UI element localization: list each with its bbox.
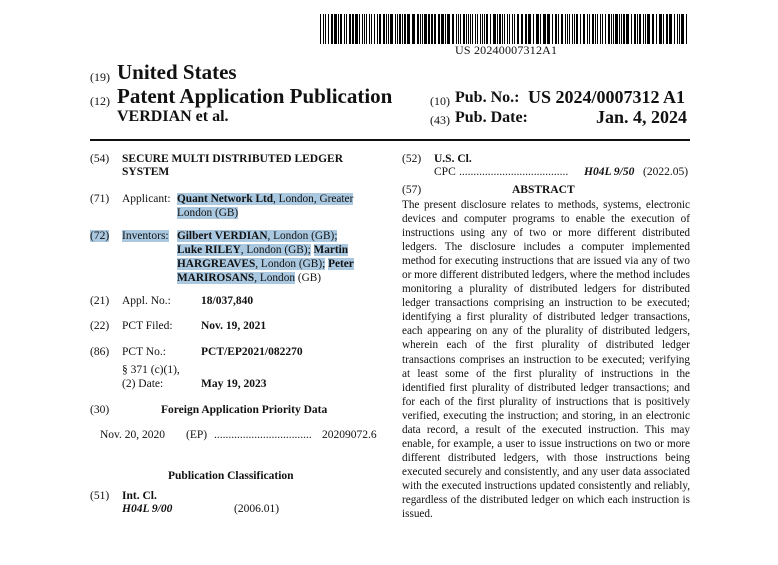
pub-no: US 2024/0007312 A1	[528, 87, 686, 107]
inventor-3-location: , London (GB);	[255, 258, 326, 270]
code-43: (43)	[430, 113, 450, 127]
inventor-4-location: , London	[254, 272, 295, 284]
foreign-title: Foreign Application Priority Data	[161, 404, 328, 416]
applicant-line-1	[177, 192, 353, 207]
s371-line-2: (2) Date:	[122, 378, 164, 390]
foreign-leader-dots: ..................................	[214, 429, 312, 441]
inventor-2-name: Luke RILEY	[177, 244, 241, 256]
inventors-line-4	[177, 271, 321, 286]
appl-number: 18/037,840	[201, 295, 254, 307]
header-rule	[90, 139, 690, 141]
pct-no-label: PCT No.:	[122, 346, 166, 358]
uscl-code: (52)	[402, 153, 422, 165]
foreign-number: 20209072.6	[322, 429, 377, 441]
cpc-year: (2022.05)	[643, 166, 689, 178]
inventors-line-3	[177, 257, 354, 272]
inventors-line-2	[177, 243, 348, 258]
title-line-1: SECURE MULTI DISTRIBUTED LEDGER	[122, 153, 344, 165]
abstract-text: The present disclosure relates to methods, systems, electronic devices and computer programs to enable the execution of instructions using any of two or more different distributed ledgers. The disclosure includes a computer implemented method for executing instructions that are issued via any of two or more different distributed ledgers, where the method includes monitoring a plurality of distributed ledgers for distributed ledger transactions comprising an instruction to be executed; identifying a first plurality of distributed ledger transactions, each appearing on any of the plurality of distributed ledgers, wherein each of the first plurality of distributed ledger transactions comprises an instruction to be executed; verifying at least some of the first plurality of instructions in the identified first plurality of distributed ledger transactions; and for each of the first plurality of instructions that is positively verified, executing the instruction; and storing, in an electronic data record, a result of the executed instruction. This may enable, for example, a user to issue instructions on two or more different distributed ledgers, with those instructions being executed securely and consistently, and any user data associated with the executed instructions updated consistently and reliably, regardless of the distributed ledger on which each instruction is issued.	[402, 199, 690, 521]
foreign-code: (30)	[90, 404, 110, 416]
appl-label: Appl. No.:	[122, 295, 171, 307]
code-12: (12)	[90, 94, 110, 108]
inventor-1-location: , London (GB);	[267, 230, 338, 242]
barcode	[320, 14, 690, 44]
inventor-4-name-a: Peter	[328, 258, 354, 270]
intcl-code: (51)	[90, 490, 110, 502]
country: United States	[117, 60, 237, 84]
inventor-2-location: , London (GB);	[240, 244, 311, 256]
appl-code: (21)	[90, 295, 110, 307]
applicant-line-2	[177, 206, 238, 221]
foreign-date: Nov. 20, 2020	[100, 429, 166, 441]
pct-filed-label: PCT Filed:	[122, 320, 173, 332]
s371-line-1: § 371 (c)(1),	[122, 364, 180, 376]
inventor-4-country: (GB)	[295, 272, 322, 284]
applicant-label: Applicant:	[122, 193, 171, 205]
foreign-country: (EP)	[186, 429, 208, 441]
applicant-code: (71)	[90, 193, 110, 205]
pub-no-label: Pub. No.:	[455, 89, 520, 106]
title-code: (54)	[90, 153, 110, 165]
inventor-short: VERDIAN et al.	[117, 108, 229, 125]
cpc-class: H04L 9/50	[584, 166, 635, 178]
pct-number: PCT/EP2021/082270	[201, 346, 303, 358]
inventor-3-name-a: Martin	[313, 244, 349, 256]
inventors-line-1	[177, 229, 337, 244]
applicant-location-2: London (GB)	[177, 207, 239, 219]
pct-filed-code: (22)	[90, 320, 110, 332]
code-19: (19)	[90, 70, 110, 84]
abstract-title: ABSTRACT	[512, 184, 575, 196]
inventors-code: (72)	[90, 230, 110, 242]
inventor-1-name: Gilbert VERDIAN	[177, 230, 268, 242]
intcl-label: Int. Cl.	[122, 490, 157, 502]
code-10: (10)	[430, 94, 450, 108]
cpc-label: CPC	[434, 166, 456, 178]
applicant-location-1: , London, Greater	[273, 193, 354, 205]
document-type: Patent Application Publication	[117, 84, 393, 108]
pct-no-code: (86)	[90, 346, 110, 358]
s371-date: May 19, 2023	[201, 378, 267, 390]
title-line-2: SYSTEM	[122, 166, 170, 178]
pub-date-label: Pub. Date:	[455, 109, 528, 126]
inventor-4-name-b: MARIROSANS	[177, 272, 255, 284]
pub-date: Jan. 4, 2024	[596, 107, 688, 127]
applicant-name: Quant Network Ltd	[177, 193, 274, 205]
abstract-code: (57)	[402, 184, 422, 196]
publication-classification-title: Publication Classification	[168, 470, 294, 482]
pct-filed-date: Nov. 19, 2021	[201, 320, 267, 332]
cpc-leader-dots: ......................................	[459, 166, 569, 178]
inventor-3-name-b: HARGREAVES	[177, 258, 256, 270]
uscl-label: U.S. Cl.	[434, 153, 472, 165]
inventors-label: Inventors:	[122, 230, 169, 242]
intcl-year: (2006.01)	[234, 503, 280, 515]
barcode-number: US 20240007312A1	[455, 43, 558, 57]
intcl-class: H04L 9/00	[122, 503, 173, 515]
